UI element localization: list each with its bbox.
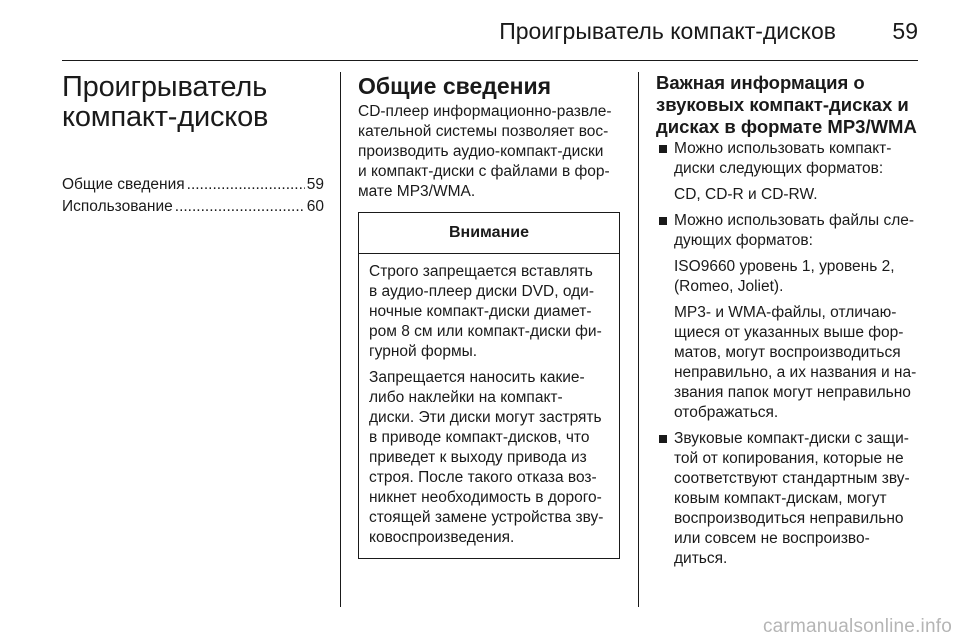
- title-line: дисках в формате MP3/WMA: [656, 116, 917, 137]
- text-line: приведет к выходу привода из: [369, 449, 587, 466]
- text-line: ковоспроизведения.: [369, 529, 515, 546]
- chapter-title-line: Проигрыватель: [62, 71, 267, 103]
- text-line: соответствуют стандартным зву-: [674, 470, 910, 487]
- title-line: звуковых компакт-дисках и: [656, 94, 909, 115]
- square-bullet-icon: [659, 145, 667, 153]
- text-line: матов, могут воспроизводиться: [674, 344, 901, 361]
- text-line: отображаться.: [674, 404, 779, 421]
- page-header: [62, 12, 918, 61]
- bullet-list: [656, 139, 918, 569]
- warning-body: [359, 254, 619, 558]
- bullet-paragraph: [674, 429, 918, 569]
- general-paragraph: [358, 102, 622, 202]
- text-line: никнет необходимость в дорого-: [369, 489, 602, 506]
- text-line: MP3- и WMA-файлы, отличаю-: [674, 304, 897, 321]
- text-line: или совсем не воспроизво-: [674, 530, 870, 547]
- text-line: либо наклейки на компакт-: [369, 389, 563, 406]
- column-important: [656, 72, 918, 575]
- column-divider-left: [340, 72, 341, 607]
- list-item: [656, 139, 918, 205]
- bullet-paragraph: [674, 185, 918, 205]
- text-line: производить аудио-компакт-диски: [358, 143, 604, 160]
- toc-entry-label: Использование: [62, 198, 173, 215]
- text-line: неправильно, а их названия и на-: [674, 364, 917, 381]
- text-line: ISO9660 уровень 1, уровень 2,: [674, 258, 895, 275]
- warning-title: Внимание: [359, 213, 619, 254]
- bullet-paragraph: [674, 257, 918, 297]
- text-line: в аудио-плеер диски DVD, оди-: [369, 283, 594, 300]
- text-line: в приводе компакт-дисков, что: [369, 429, 590, 446]
- text-line: стоящей замене устройства зву-: [369, 509, 604, 526]
- text-line: CD-плеер информационно-развле-: [358, 103, 612, 120]
- bullet-paragraph: [674, 211, 918, 251]
- text-line: ром 8 см или компакт-диски фи-: [369, 323, 602, 340]
- text-line: Запрещается наносить какие-: [369, 369, 585, 386]
- text-line: Звуковые компакт-диски с защи-: [674, 430, 909, 447]
- warning-paragraph: [369, 368, 609, 548]
- bullet-paragraph: [674, 303, 918, 423]
- warning-paragraph: [369, 262, 609, 362]
- text-line: ковым компакт-дискам, могут: [674, 490, 887, 507]
- toc-leader-dots: [175, 196, 305, 218]
- toc-entry-usage[interactable]: [62, 196, 324, 218]
- text-line: диться.: [674, 550, 728, 567]
- text-line: той от копирования, которые не: [674, 450, 904, 467]
- text-line: ночные компакт-диски диамет-: [369, 303, 592, 320]
- section-title-important: [656, 72, 918, 138]
- watermark: carmanualsonline.info: [762, 616, 952, 637]
- page-number: 59: [892, 18, 918, 44]
- toc-entry-label: Общие сведения: [62, 176, 185, 193]
- column-divider-right: [638, 72, 639, 607]
- toc-entry-general[interactable]: [62, 174, 324, 196]
- warning-box: [358, 212, 620, 559]
- text-line: звания папок могут неправильно: [674, 384, 911, 401]
- toc-entry-page: 60: [306, 198, 324, 215]
- text-line: CD, CD-R и CD-RW.: [674, 186, 818, 203]
- text-line: мате MP3/WMA.: [358, 183, 476, 200]
- chapter-title: [62, 72, 324, 132]
- list-item: [656, 429, 918, 569]
- text-line: кательной системы позволяет вос-: [358, 123, 609, 140]
- running-header-title: Проигрыватель компакт-дисков: [499, 18, 836, 44]
- text-line: диски следующих форматов:: [674, 160, 884, 177]
- toc-leader-dots: [187, 174, 305, 196]
- text-line: дующих форматов:: [674, 232, 813, 249]
- text-line: диски. Эти диски могут застрять: [369, 409, 602, 426]
- text-line: Можно использовать компакт-: [674, 140, 892, 157]
- square-bullet-icon: [659, 217, 667, 225]
- text-line: строя. После такого отказа воз-: [369, 469, 597, 486]
- toc-entry-page: 59: [306, 176, 324, 193]
- bullet-paragraph: [674, 139, 918, 179]
- table-of-contents: [62, 174, 324, 218]
- column-general: [358, 72, 622, 559]
- text-line: воспроизводиться неправильно: [674, 510, 904, 527]
- text-line: (Romeo, Joliet).: [674, 278, 784, 295]
- title-line: Важная информация о: [656, 72, 865, 93]
- text-line: щиеся от указанных выше фор-: [674, 324, 904, 341]
- chapter-title-line: компакт-дисков: [62, 101, 269, 133]
- list-item: [656, 211, 918, 423]
- text-line: и компакт-диски с файлами в фор-: [358, 163, 610, 180]
- square-bullet-icon: [659, 435, 667, 443]
- section-title-general: Общие сведения: [358, 73, 552, 99]
- text-line: Строго запрещается вставлять: [369, 263, 593, 280]
- text-line: гурной формы.: [369, 343, 478, 360]
- text-line: Можно использовать файлы сле-: [674, 212, 915, 229]
- column-toc: [62, 72, 324, 218]
